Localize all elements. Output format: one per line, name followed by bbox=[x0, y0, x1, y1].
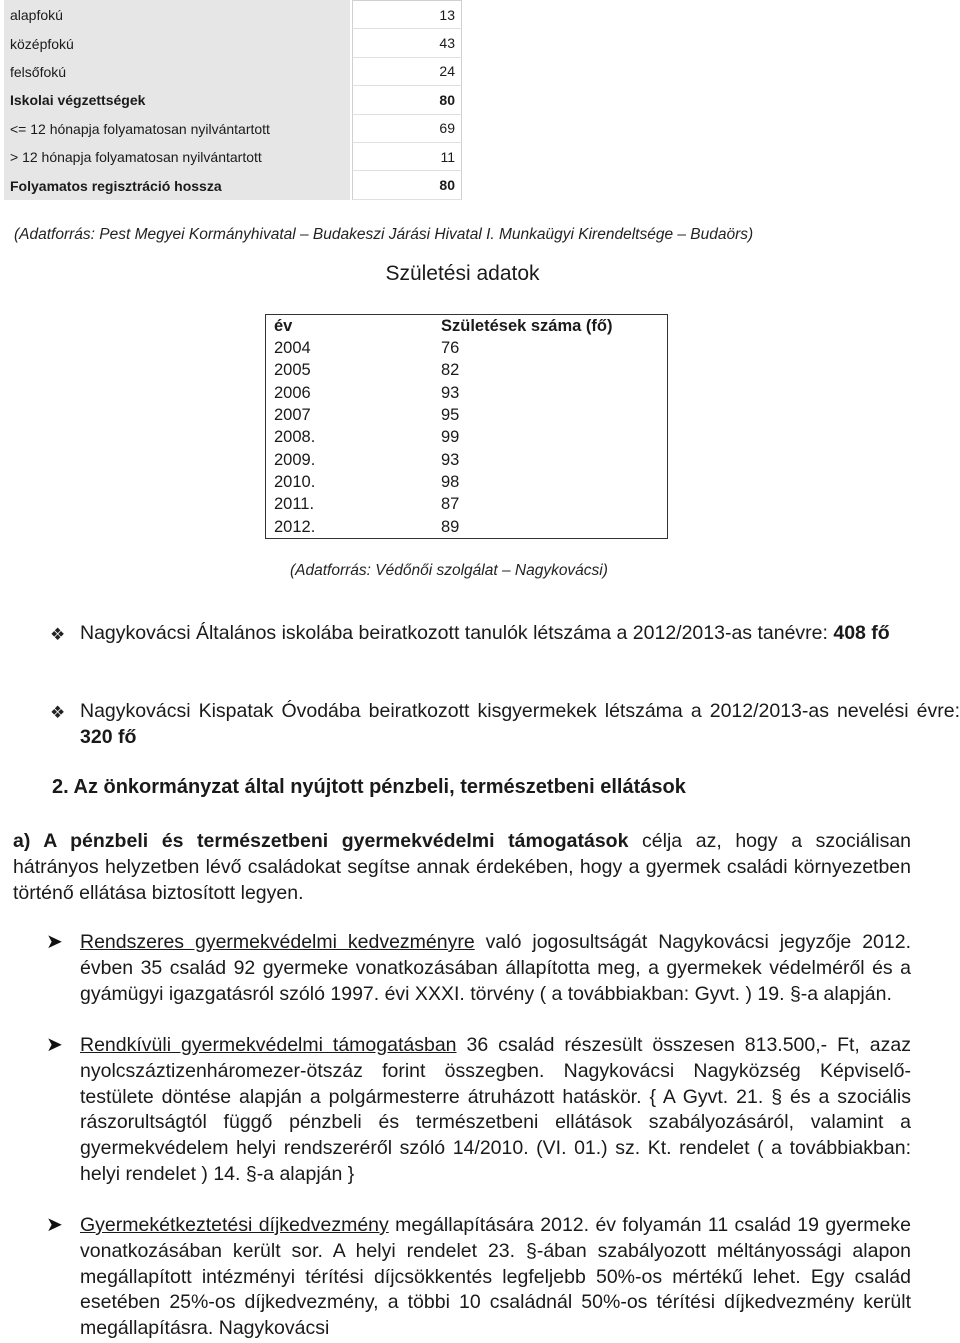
list-item bbox=[46, 1033, 911, 1188]
diamond-bullet-icon: ❖ bbox=[50, 625, 66, 644]
count-cell: 99 bbox=[441, 428, 460, 447]
birth-table bbox=[265, 314, 668, 539]
birth-data-title: Születési adatok bbox=[385, 262, 540, 285]
paragraph-text: célja az, hogy a szociálisan hátrányos helyzetben lévő családokat segítse annak érdekében, hogy a gyermek családi környezetben történő ellátása biztosított legyen. bbox=[13, 830, 912, 904]
row-label: Iskolai végzettségek bbox=[4, 86, 352, 114]
count-cell: 93 bbox=[441, 450, 460, 469]
row-label: Folyamatos regisztráció hossza bbox=[4, 171, 352, 199]
table-row bbox=[4, 58, 462, 86]
table-row bbox=[266, 404, 668, 426]
row-value: 80 bbox=[352, 86, 462, 114]
table-row-total bbox=[4, 171, 462, 199]
table-row bbox=[266, 516, 668, 539]
bullet-school bbox=[50, 620, 960, 646]
table-row bbox=[4, 29, 462, 57]
row-value: 43 bbox=[352, 29, 462, 57]
arrow-bullet-icon: ➤ bbox=[46, 1034, 63, 1056]
item-text: való jogosultságát Nagykovácsi jegyzője 2012. évben 35 család 92 gyermeke vonatkozásában állapította meg, a gyermekek védelméről és a gyámügyi igazgatásról szóló 1997. évi XXXI. törvény ( a továbbiakban: Gyvt. ) 19. §-a alapján. bbox=[80, 931, 911, 1005]
list-item bbox=[46, 1213, 911, 1342]
item-underlined-term: Rendkívüli gyermekvédelmi támogatásban bbox=[80, 1034, 457, 1056]
row-value: 24 bbox=[352, 58, 462, 86]
row-label: felsőfokú bbox=[4, 58, 352, 86]
table-row bbox=[266, 449, 668, 471]
row-value: 11 bbox=[352, 143, 462, 171]
row-label: > 12 hónapja folyamatosan nyilvántartott bbox=[4, 143, 352, 171]
section-heading: 2. Az önkormányzat által nyújtott pénzbeli, természetbeni ellátások bbox=[52, 776, 686, 798]
paragraph-lead: a) A pénzbeli és természetbeni gyermekvédelmi támogatások bbox=[13, 830, 629, 852]
year-cell: 2012. bbox=[274, 517, 316, 536]
row-value: 80 bbox=[352, 171, 462, 199]
year-cell: 2005 bbox=[274, 361, 311, 380]
table-row bbox=[4, 143, 462, 171]
source-note-births: (Adatforrás: Védőnői szolgálat – Nagykovácsi) bbox=[290, 562, 608, 579]
row-label: alapfokú bbox=[4, 0, 352, 29]
row-label: középfokú bbox=[4, 29, 352, 57]
row-value: 69 bbox=[352, 115, 462, 143]
table-row bbox=[266, 382, 668, 404]
count-cell: 93 bbox=[441, 383, 460, 402]
row-value: 13 bbox=[352, 0, 462, 29]
item-underlined-term: Gyermekétkeztetési díjkedvezmény bbox=[80, 1214, 389, 1236]
bullet-kindergarten bbox=[50, 698, 960, 750]
education-table bbox=[4, 0, 462, 200]
paragraph-a bbox=[13, 828, 911, 906]
item-underlined-term: Rendszeres gyermekvédelmi kedvezményre bbox=[80, 931, 475, 953]
arrow-bullet-icon: ➤ bbox=[46, 931, 63, 953]
year-cell: 2008. bbox=[274, 428, 316, 447]
table-row bbox=[266, 493, 668, 515]
year-cell: 2007 bbox=[274, 406, 311, 425]
table-row bbox=[266, 471, 668, 493]
row-label: <= 12 hónapja folyamatosan nyilvántartott bbox=[4, 115, 352, 143]
header-year: év bbox=[274, 316, 293, 335]
count-cell: 89 bbox=[441, 517, 460, 536]
table-row bbox=[4, 115, 462, 143]
year-cell: 2006 bbox=[274, 383, 311, 402]
table-header-row bbox=[266, 315, 668, 338]
year-cell: 2004 bbox=[274, 339, 311, 358]
item-text: megállapítására 2012. év folyamán 11 család 19 gyermeke vonatkozásában került sor. A helyi rendelet 23. §-ában szabályozott méltányossági alapon megállapított intézményi térítési díjcsökkentés legfeljebb 50%-os mértékű lehet. Egy család esetében 25%-os díjkedvezmény, a többi 10 családnál 50%-os térítési díjkedvezmény került megállapításra. Nagykovácsi bbox=[80, 1214, 911, 1340]
item-text: 36 család részesült összesen 813.500,- Ft, azaz nyolcszáztizenháromezer-ötszáz forint összegben. Nagykovácsi Nagyközség Képviselő-testülete döntése alapján a polgármesterre átruházott hatáskör. { A Gyvt. 21. § és a szociális rászorultságtól függő pénzbeli és természetbeni ellátások szabályozásáról, valamint a gyermekvédelem helyi rendszeréről szóló 14/2010. (VI. 01.) sz. Kt. rendelet ( a továbbiakban: helyi rendelet ) 14. §-a alapján } bbox=[80, 1034, 911, 1185]
table-row bbox=[266, 426, 668, 448]
year-cell: 2009. bbox=[274, 450, 316, 469]
count-cell: 95 bbox=[441, 406, 460, 425]
table-row-total bbox=[4, 86, 462, 114]
bullet-value: 320 fő bbox=[80, 726, 137, 748]
bullet-value: 408 fő bbox=[833, 622, 890, 644]
header-count: Születések száma (fő) bbox=[441, 316, 613, 335]
table-row bbox=[266, 337, 668, 359]
source-note-employment: (Adatforrás: Pest Megyei Kormányhivatal – Budakeszi Járási Hivatal I. Munkaügyi Kirendeltsége – Budaörs) bbox=[14, 226, 754, 243]
count-cell: 82 bbox=[441, 361, 460, 380]
year-cell: 2011. bbox=[274, 495, 315, 514]
diamond-bullet-icon: ❖ bbox=[50, 703, 66, 722]
bullet-text: Nagykovácsi Kispatak Óvodába beiratkozott kisgyermekek létszáma a 2012/2013-as nevelési évre: bbox=[80, 700, 960, 722]
bullet-text: Nagykovácsi Általános iskolába beiratkozott tanulók létszáma a 2012/2013-as tanévre: bbox=[80, 622, 828, 644]
count-cell: 87 bbox=[441, 495, 460, 514]
year-cell: 2010. bbox=[274, 472, 316, 491]
count-cell: 98 bbox=[441, 472, 460, 491]
table-row bbox=[4, 0, 462, 29]
arrow-bullet-icon: ➤ bbox=[46, 1214, 63, 1236]
table-row bbox=[266, 360, 668, 382]
list-item bbox=[46, 930, 911, 1007]
count-cell: 76 bbox=[441, 339, 460, 358]
